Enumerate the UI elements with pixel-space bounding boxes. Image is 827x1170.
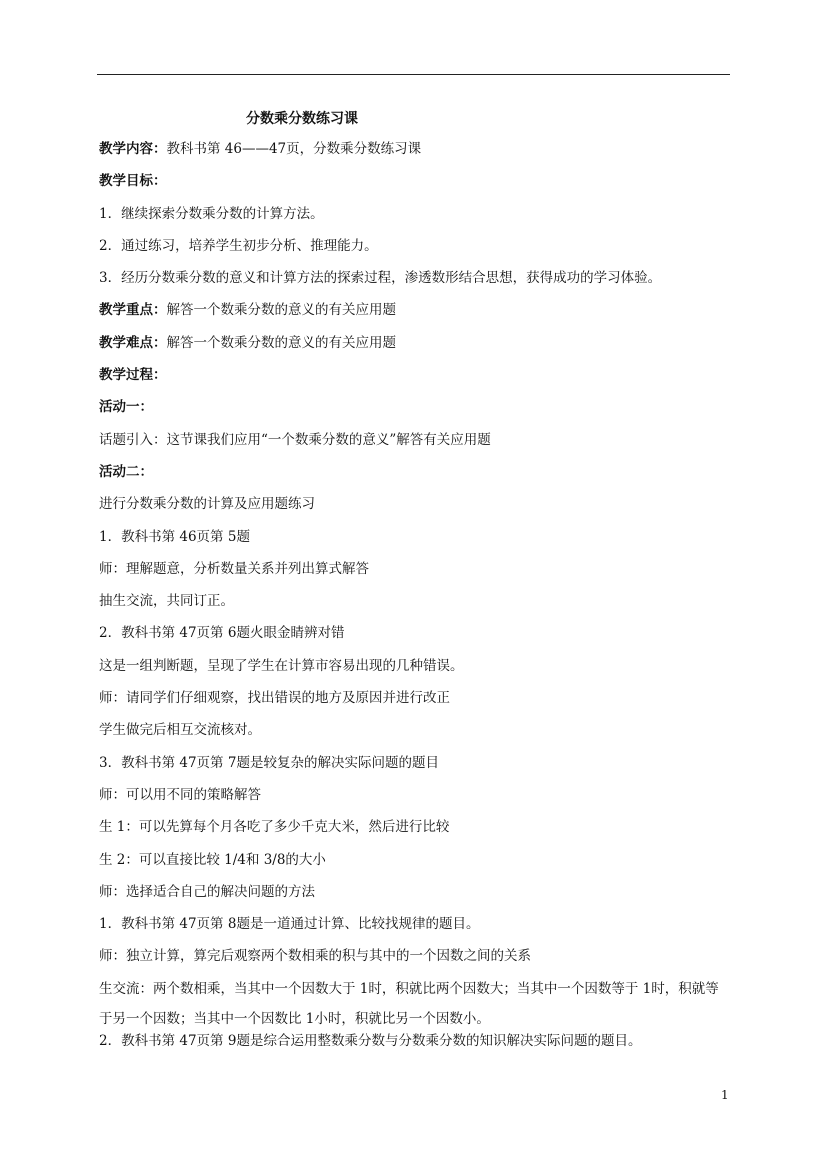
- text: 2．教科书第 47页第 6题火眼金睛辨对错: [99, 625, 345, 642]
- text: 生 1：可以先算每个月各吃了多少千克大米，然后进行比较: [99, 819, 450, 836]
- paragraph-wrapped: [99, 974, 731, 1034]
- paragraph-process-heading: [99, 366, 731, 398]
- label: 活动一：: [99, 399, 153, 416]
- paragraph: [99, 431, 731, 463]
- paragraph: [99, 754, 731, 786]
- paragraph: [99, 624, 731, 656]
- text: 话题引入：这节课我们应用“一个数乘分数的意义”解答有关应用题: [99, 431, 491, 448]
- text: 2．通过练习，培养学生初步分析、推理能力。: [99, 237, 378, 254]
- text: 3．教科书第 47页第 7题是较复杂的解决实际问题的题目: [99, 754, 439, 771]
- paragraph: [99, 721, 731, 753]
- paragraph: [99, 818, 731, 850]
- text: 生 2：可以直接比较 1/4和 3/8的大小: [99, 851, 326, 868]
- text: 解答一个数乘分数的意义的有关应用题: [166, 334, 396, 351]
- text: 这是一组判断题，呈现了学生在计算市容易出现的几种错误。: [99, 657, 464, 674]
- paragraph: [99, 560, 731, 592]
- label: 教学过程：: [99, 367, 167, 384]
- document-title: 分数乘分数练习课: [246, 111, 358, 127]
- text: 抽生交流，共同订正。: [99, 593, 234, 610]
- paragraph: [99, 883, 731, 915]
- paragraph-content: [99, 140, 731, 172]
- paragraph: [99, 851, 731, 883]
- text: 1．教科书第 47页第 8题是一道通过计算、比较找规律的题目。: [99, 916, 480, 933]
- paragraph: [99, 657, 731, 689]
- paragraph: [99, 269, 731, 301]
- text: 师：理解题意，分析数量关系并列出算式解答: [99, 560, 369, 577]
- label: 活动二：: [99, 463, 153, 480]
- paragraph: [99, 1032, 731, 1064]
- paragraph: [99, 237, 731, 269]
- text: 师：请同学们仔细观察，找出错误的地方及原因并进行改正: [99, 690, 450, 707]
- paragraph: [99, 592, 731, 624]
- paragraph: [99, 205, 731, 237]
- text: 2．教科书第 47页第 9题是综合运用整数乘分数与分数乘分数的知识解决实际问题的题目。: [99, 1032, 642, 1049]
- paragraph: [99, 528, 731, 560]
- label: 教学重点：: [99, 302, 167, 319]
- text: 1．继续探索分数乘分数的计算方法。: [99, 205, 324, 222]
- page-number: 1: [721, 1088, 729, 1102]
- text: 生交流：两个数相乘，当其中一个因数大于 1时，积就比两个因数大；当其中一个因数等于 1时，积就等于另一个因数；当其中一个因数比 1小时，积就比另一个因数小。: [99, 980, 719, 1027]
- label: 教学难点：: [99, 334, 167, 351]
- text: 解答一个数乘分数的意义的有关应用题: [166, 302, 396, 319]
- text: 1．教科书第 46页第 5题: [99, 528, 250, 545]
- label: 教学目标：: [99, 173, 167, 190]
- document-body: [99, 140, 731, 1064]
- header-rule: [97, 74, 730, 75]
- label: 教学内容：: [99, 141, 167, 157]
- text: 进行分数乘分数的计算及应用题练习: [99, 496, 315, 513]
- paragraph-difficulty: [99, 334, 731, 366]
- text: 教科书第 46——47页，分数乘分数练习课: [166, 141, 422, 157]
- text: 师：独立计算，算完后观察两个数相乘的积与其中的一个因数之间的关系: [99, 948, 531, 965]
- paragraph-key-point: [99, 301, 731, 333]
- text: 师：可以用不同的策略解答: [99, 786, 261, 803]
- text: 学生做完后相互交流核对。: [99, 722, 261, 739]
- paragraph: [99, 786, 731, 818]
- paragraph-activity-1-heading: [99, 398, 731, 430]
- paragraph: [99, 689, 731, 721]
- text: 3．经历分数乘分数的意义和计算方法的探索过程，渗透数形结合思想，获得成功的学习体验。: [99, 270, 662, 287]
- paragraph: [99, 915, 731, 947]
- paragraph-objectives-heading: [99, 172, 731, 204]
- paragraph: [99, 495, 731, 527]
- text: 师：选择适合自己的解决问题的方法: [99, 883, 315, 900]
- paragraph-activity-2-heading: [99, 463, 731, 495]
